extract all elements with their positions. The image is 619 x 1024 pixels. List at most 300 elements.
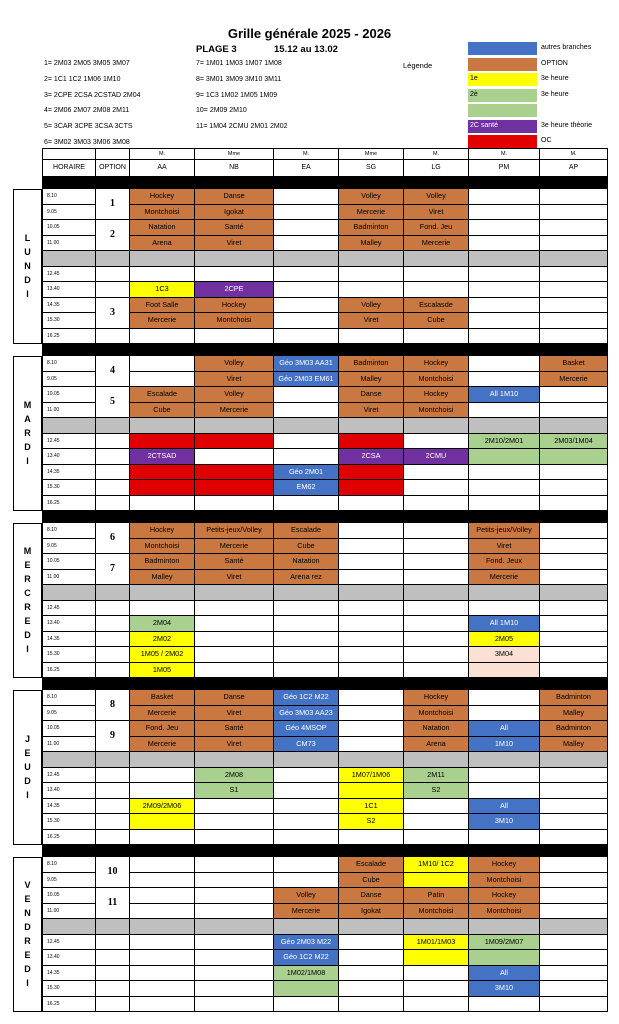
course-cell (404, 996, 469, 1012)
course-cell (274, 919, 339, 935)
option-number: 11 (96, 888, 130, 919)
course-cell: Petits-jeux/Volley (195, 523, 274, 539)
course-cell: Viret (404, 204, 469, 220)
course-cell: 2CMU (404, 449, 469, 465)
header-title: M. (274, 149, 339, 160)
course-cell: EM62 (274, 480, 339, 496)
course-cell: Géo 3M03 AA23 (274, 705, 339, 721)
option-cell (96, 950, 130, 966)
schedule-row (43, 189, 608, 205)
course-cell: S2 (339, 814, 404, 830)
time-cell: 14.35 (43, 297, 96, 313)
course-cell (339, 934, 404, 950)
option-cell (96, 662, 130, 678)
course-cell: Volley (339, 297, 404, 313)
day-name: MERCREDI (23, 546, 32, 654)
time-cell: 8.10 (43, 690, 96, 706)
course-cell (469, 235, 540, 251)
course-cell (404, 464, 469, 480)
course-cell: Hockey (404, 690, 469, 706)
course-cell: Danse (339, 888, 404, 904)
course-cell: Cube (404, 313, 469, 329)
course-cell (469, 783, 540, 799)
header-row (43, 160, 608, 177)
time-cell: 8.10 (43, 523, 96, 539)
option-cell (96, 981, 130, 997)
schedule-row (43, 934, 608, 950)
schedule-row (43, 433, 608, 449)
course-cell: Escalasde (404, 297, 469, 313)
day-label-jeudi (13, 690, 42, 845)
option-cell (96, 449, 130, 465)
course-cell (130, 356, 195, 372)
day-separator (43, 344, 608, 356)
course-cell: Igokat (339, 903, 404, 919)
course-cell (540, 480, 608, 496)
option-cell (96, 647, 130, 663)
course-cell: Géo 2M01 (274, 464, 339, 480)
schedule-row (43, 220, 608, 236)
schedule-row (43, 919, 608, 935)
course-cell (404, 554, 469, 570)
option-cell (96, 266, 130, 282)
course-cell (195, 903, 274, 919)
option-cell (96, 600, 130, 616)
course-cell (469, 402, 540, 418)
course-cell (274, 266, 339, 282)
day-label-mardi (13, 356, 42, 511)
option-group-line: 11= 1M04 2CMU 2M01 2M02 (196, 123, 288, 131)
course-cell (195, 616, 274, 632)
course-cell (469, 297, 540, 313)
course-cell (469, 996, 540, 1012)
course-cell: 2CSA (339, 449, 404, 465)
course-cell (404, 798, 469, 814)
course-cell (274, 418, 339, 434)
schedule-row (43, 996, 608, 1012)
course-cell (540, 538, 608, 554)
course-cell (540, 495, 608, 511)
legend-label: 3e heure (541, 75, 569, 82)
schedule-row (43, 600, 608, 616)
course-cell (195, 919, 274, 935)
option-cell (96, 495, 130, 511)
course-cell (469, 950, 540, 966)
course-cell: Viret (195, 569, 274, 585)
course-cell (469, 662, 540, 678)
course-cell: 1M02/1M08 (274, 965, 339, 981)
course-cell (195, 981, 274, 997)
course-cell: 1M05 / 2M02 (130, 647, 195, 663)
option-number: 7 (96, 554, 130, 585)
schedule-row (43, 356, 608, 372)
course-cell: Montchoisi (404, 402, 469, 418)
course-cell (195, 662, 274, 678)
course-cell: Volley (195, 387, 274, 403)
course-cell (130, 495, 195, 511)
course-cell: Fond. Jeu (130, 721, 195, 737)
course-cell (469, 449, 540, 465)
header-title-row (43, 149, 608, 160)
course-cell (339, 523, 404, 539)
option-number: 10 (96, 857, 130, 888)
option-cell (96, 752, 130, 768)
day-name: LUNDI (24, 233, 31, 299)
course-cell (469, 313, 540, 329)
option-cell (96, 934, 130, 950)
course-cell: Mercerie (130, 736, 195, 752)
course-cell (195, 464, 274, 480)
course-cell (339, 418, 404, 434)
option-number: 3 (96, 297, 130, 328)
option-cell (96, 814, 130, 830)
time-cell: 10.05 (43, 387, 96, 403)
course-cell: 1M07/1M06 (339, 767, 404, 783)
time-cell: 15.30 (43, 814, 96, 830)
course-cell: 3M04 (469, 647, 540, 663)
course-cell: Mercerie (274, 903, 339, 919)
legend-label: 3e heure (541, 90, 569, 98)
course-cell: 1M10 (469, 736, 540, 752)
option-group-line: 9= 1C3 1M02 1M05 1M09 (196, 91, 278, 99)
course-cell (404, 814, 469, 830)
course-cell (404, 829, 469, 845)
time-cell: 13.40 (43, 449, 96, 465)
header-title (43, 149, 96, 160)
course-cell (274, 387, 339, 403)
time-cell: 12.45 (43, 934, 96, 950)
course-cell (274, 251, 339, 267)
course-cell: Géo 4MSOP (274, 721, 339, 737)
course-cell (274, 829, 339, 845)
separator-bar (43, 845, 608, 857)
time-cell: 13.40 (43, 783, 96, 799)
time-cell: 14.35 (43, 798, 96, 814)
course-cell: Malley (540, 705, 608, 721)
course-cell (469, 282, 540, 298)
course-cell: 3M10 (469, 814, 540, 830)
course-cell (195, 266, 274, 282)
course-cell (339, 829, 404, 845)
legend-swatch (467, 41, 538, 56)
schedule-row (43, 495, 608, 511)
separator-bar (43, 177, 608, 189)
course-cell (274, 783, 339, 799)
course-cell (130, 919, 195, 935)
schedule-row (43, 480, 608, 496)
course-cell: Badminton (540, 690, 608, 706)
legend-label: 3e heure théorie (541, 121, 592, 129)
time-cell: 8.10 (43, 857, 96, 873)
course-cell: 2M05 (469, 631, 540, 647)
course-cell: Volley (404, 189, 469, 205)
course-cell (404, 282, 469, 298)
column-header: SG (339, 160, 404, 177)
course-cell (274, 495, 339, 511)
legend-swatch (467, 134, 538, 149)
course-cell (339, 554, 404, 570)
time-cell: 15.30 (43, 647, 96, 663)
course-cell (339, 538, 404, 554)
time-cell: 11.00 (43, 736, 96, 752)
column-header: OPTION (96, 160, 130, 177)
course-cell: Hockey (404, 387, 469, 403)
course-cell (339, 647, 404, 663)
schedule-row (43, 631, 608, 647)
course-cell (540, 266, 608, 282)
option-cell (96, 631, 130, 647)
course-cell: Viret (469, 538, 540, 554)
course-cell: Mercerie (540, 371, 608, 387)
course-cell: Mercerie (404, 235, 469, 251)
course-cell (195, 996, 274, 1012)
time-cell: 12.45 (43, 266, 96, 282)
course-cell (195, 631, 274, 647)
course-cell: Badminton (540, 721, 608, 737)
time-cell: 14.35 (43, 965, 96, 981)
column-header: EA (274, 160, 339, 177)
course-cell: Danse (339, 387, 404, 403)
course-cell (540, 449, 608, 465)
course-cell (540, 418, 608, 434)
course-cell: Volley (339, 189, 404, 205)
course-cell: Mercerie (195, 402, 274, 418)
option-number: 2 (96, 220, 130, 251)
course-cell (195, 965, 274, 981)
time-cell: 16.25 (43, 328, 96, 344)
course-cell: Viret (195, 235, 274, 251)
time-cell: 12.45 (43, 600, 96, 616)
course-cell: Cube (130, 402, 195, 418)
course-cell: Santé (195, 220, 274, 236)
time-cell: 16.25 (43, 662, 96, 678)
day-name: VENDREDI (24, 880, 31, 988)
header-title: Mme (339, 149, 404, 160)
course-cell (339, 495, 404, 511)
course-cell (274, 981, 339, 997)
course-cell: Montchoisi (469, 903, 540, 919)
schedule-row (43, 251, 608, 267)
option-cell (96, 996, 130, 1012)
legend-label: OC (541, 137, 552, 144)
course-cell (130, 996, 195, 1012)
day-separator (43, 845, 608, 857)
course-cell (130, 981, 195, 997)
schedule-row (43, 690, 608, 706)
schedule-row (43, 829, 608, 845)
course-cell (274, 600, 339, 616)
course-cell: S1 (195, 783, 274, 799)
course-cell (274, 814, 339, 830)
course-cell (274, 767, 339, 783)
schedule-row (43, 798, 608, 814)
time-cell: 9.05 (43, 705, 96, 721)
course-cell (339, 282, 404, 298)
course-cell: 2CPE (195, 282, 274, 298)
option-cell (96, 418, 130, 434)
course-cell (540, 402, 608, 418)
course-cell (540, 631, 608, 647)
time-cell (43, 752, 96, 768)
course-cell (274, 433, 339, 449)
course-cell (404, 965, 469, 981)
course-cell (540, 189, 608, 205)
course-cell (469, 251, 540, 267)
course-cell: Fond. Jeu (404, 220, 469, 236)
time-cell: 10.05 (43, 721, 96, 737)
course-cell: All 1M10 (469, 387, 540, 403)
option-cell (96, 767, 130, 783)
schedule-row (43, 814, 608, 830)
course-cell: Montchoisi (404, 371, 469, 387)
option-group-line: 3= 2CPE 2CSA 2CSTAD 2M04 (44, 91, 141, 99)
course-cell (469, 585, 540, 601)
option-cell (96, 919, 130, 935)
course-cell: Viret (339, 402, 404, 418)
course-cell (540, 857, 608, 873)
plage-label: PLAGE 3 (196, 44, 237, 55)
course-cell: 2M10/2M01 (469, 433, 540, 449)
course-cell (469, 328, 540, 344)
course-cell: Malley (339, 235, 404, 251)
time-cell: 16.25 (43, 495, 96, 511)
course-cell (130, 371, 195, 387)
course-cell (195, 829, 274, 845)
option-cell (96, 829, 130, 845)
course-cell (130, 328, 195, 344)
course-cell: Escalade (130, 387, 195, 403)
course-cell (130, 266, 195, 282)
course-cell: 2M08 (195, 767, 274, 783)
course-cell: Patin (404, 888, 469, 904)
course-cell (540, 220, 608, 236)
course-cell (339, 569, 404, 585)
course-cell: Igokat (195, 204, 274, 220)
course-cell: Foot Salle (130, 297, 195, 313)
header-title: M. (469, 149, 540, 160)
schedule-row (43, 387, 608, 403)
column-header: PM (469, 160, 540, 177)
course-cell: 1M05 (130, 662, 195, 678)
course-cell: Mercerie (469, 569, 540, 585)
course-cell (195, 888, 274, 904)
header-title (96, 149, 130, 160)
course-cell (469, 829, 540, 845)
schedule-row (43, 523, 608, 539)
course-cell (339, 662, 404, 678)
course-cell: S2 (404, 783, 469, 799)
course-cell (274, 449, 339, 465)
course-cell (195, 328, 274, 344)
course-cell: Mercerie (130, 705, 195, 721)
schedule-row (43, 662, 608, 678)
option-group-line: 6= 3M02 3M03 3M06 3M08 (44, 139, 130, 146)
course-cell (469, 705, 540, 721)
schedule-row (43, 282, 608, 298)
course-cell (274, 220, 339, 236)
course-cell (195, 814, 274, 830)
course-cell: Montchoisi (469, 872, 540, 888)
time-cell: 10.05 (43, 220, 96, 236)
course-cell (274, 402, 339, 418)
day-separator (43, 177, 608, 189)
course-cell (195, 600, 274, 616)
option-group-line: 5= 3CAR 3CPE 3CSA 3CTS (44, 123, 133, 131)
schedule-row (43, 266, 608, 282)
course-cell (195, 872, 274, 888)
course-cell: Escalade (274, 523, 339, 539)
course-cell: Mercerie (130, 313, 195, 329)
time-cell: 15.30 (43, 981, 96, 997)
course-cell: 2M11 (404, 767, 469, 783)
course-cell (469, 600, 540, 616)
course-cell (540, 251, 608, 267)
time-cell (43, 919, 96, 935)
time-cell: 12.45 (43, 433, 96, 449)
page-title: Grille générale 2025 - 2026 (227, 26, 392, 41)
course-cell: Géo 2M03 M22 (274, 934, 339, 950)
course-cell (130, 783, 195, 799)
course-cell (469, 767, 540, 783)
time-cell: 11.00 (43, 903, 96, 919)
course-cell (469, 371, 540, 387)
course-cell: Géo 3M03 AA31 (274, 356, 339, 372)
schedule-row (43, 418, 608, 434)
course-cell: Badminton (339, 356, 404, 372)
course-cell (404, 752, 469, 768)
option-cell (96, 282, 130, 298)
legend-title: Légende (403, 61, 433, 70)
option-group-line: 4= 2M06 2M07 2M08 2M11 (44, 107, 130, 115)
course-cell (469, 266, 540, 282)
course-cell (195, 251, 274, 267)
course-cell (130, 480, 195, 496)
course-cell (339, 328, 404, 344)
course-cell (540, 950, 608, 966)
option-group-line: 2= 1C1 1C2 1M06 1M10 (44, 75, 121, 83)
course-cell: Montchoisi (130, 204, 195, 220)
course-cell (540, 235, 608, 251)
course-cell (469, 919, 540, 935)
course-cell: Géo 1C2 M22 (274, 950, 339, 966)
course-cell (195, 857, 274, 873)
course-cell: Montchoisi (130, 538, 195, 554)
course-cell: Arena (404, 736, 469, 752)
course-cell: Viret (339, 313, 404, 329)
option-number: 1 (96, 189, 130, 220)
course-cell: Fond. Jeux (469, 554, 540, 570)
course-cell (540, 981, 608, 997)
course-cell: Arena rez (274, 569, 339, 585)
legend-swatch (467, 103, 538, 118)
course-cell (339, 585, 404, 601)
course-cell: Badminton (339, 220, 404, 236)
legend-label: autres branches (541, 44, 592, 51)
course-cell: CM73 (274, 736, 339, 752)
option-number: 5 (96, 387, 130, 418)
course-cell: 1C3 (130, 282, 195, 298)
time-cell: 13.40 (43, 282, 96, 298)
course-cell (274, 857, 339, 873)
course-cell (404, 538, 469, 554)
course-cell (195, 950, 274, 966)
course-cell (195, 495, 274, 511)
time-cell: 10.05 (43, 888, 96, 904)
time-cell: 9.05 (43, 371, 96, 387)
separator-bar (43, 678, 608, 690)
course-cell (404, 872, 469, 888)
course-cell (339, 480, 404, 496)
